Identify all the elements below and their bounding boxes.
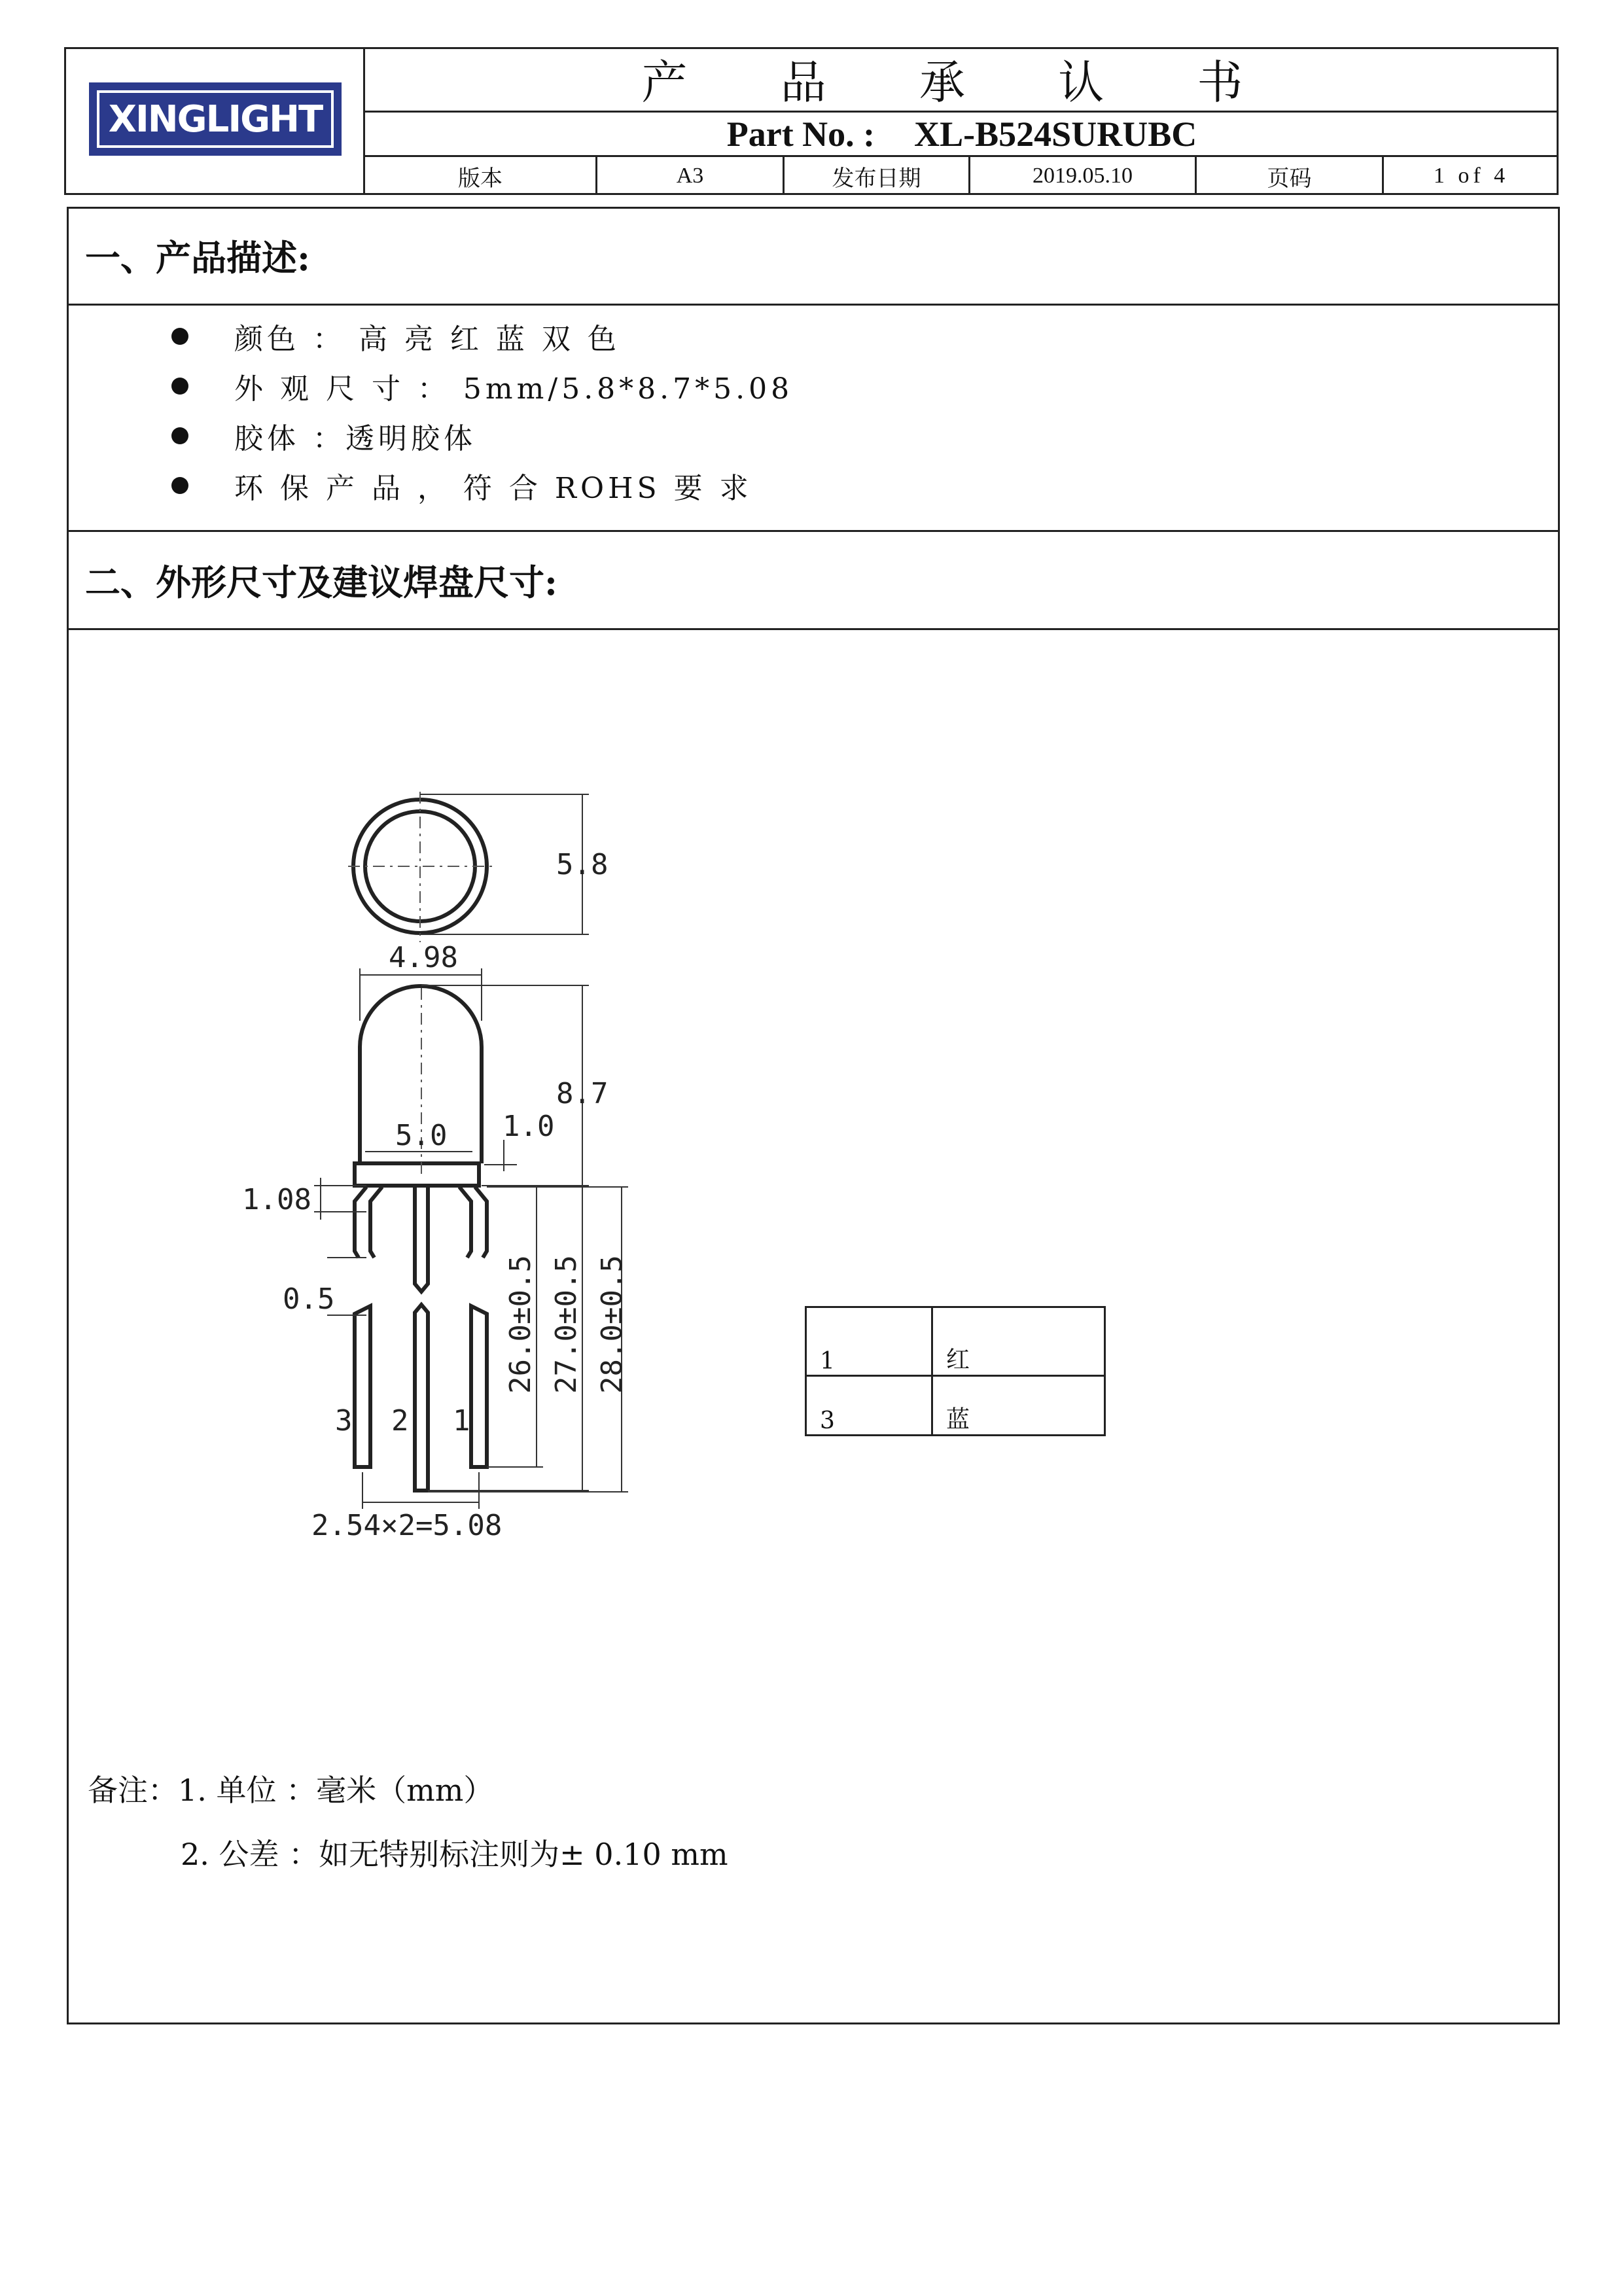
dim-top-diameter: 5.8: [556, 848, 609, 881]
list-item: 颜色 ： 高 亮 红 蓝 双 色: [171, 318, 620, 355]
dim-flange: 5.0: [395, 1119, 448, 1152]
logo-text: XINGLIGHT: [97, 90, 334, 148]
pin-cell: 1: [806, 1307, 932, 1376]
lead-3-upper: [355, 1187, 366, 1258]
document-title: 产 品 承 认 书: [365, 47, 1559, 113]
list-item: 环 保 产 品 ， 符 合 ROHS 要 求: [171, 467, 752, 504]
note-tolerance: 2. 公差 ：如无特别标注则为± 0.10 mm: [181, 1837, 728, 1872]
section-heading-description: 一、产品描述:: [85, 236, 310, 279]
table-row: [806, 1376, 1105, 1436]
lead-2-upper: [415, 1187, 428, 1292]
note-unit: 备注：1. 单位 ：毫米（mm）: [88, 1773, 494, 1808]
pin-2-label: 2: [391, 1404, 409, 1438]
dim-flange-thickness: 1.0: [503, 1110, 555, 1143]
pin-1-label: 1: [453, 1404, 470, 1438]
lead-3-lower: [355, 1306, 370, 1467]
dim-lead-26: 26.0±0.5: [504, 1255, 537, 1394]
led-flange: [355, 1163, 479, 1186]
pin-color-table: [805, 1306, 1106, 1436]
dim-pitch: 2.54×2=5.08: [311, 1509, 503, 1542]
dim-lead-27: 27.0±0.5: [550, 1255, 583, 1394]
list-item: 胶体 ：透明胶体: [171, 417, 476, 454]
part-number-value: XL-B524SURUBC: [914, 114, 1197, 154]
lead-1-upper: [475, 1187, 487, 1258]
page-label: 页码: [1195, 157, 1382, 195]
dim-lead-offset: 1.08: [242, 1183, 311, 1216]
release-date-value: 2019.05.10: [968, 157, 1195, 195]
section-heading-dimensions: 二、外形尺寸及建议焊盘尺寸:: [85, 561, 557, 603]
page-value: 1 of 4: [1382, 157, 1559, 195]
dim-width: 4.98: [389, 941, 458, 974]
lead-2-lower: [415, 1305, 428, 1491]
dim-height: 8.7: [556, 1077, 609, 1110]
list-item: 外 观 尺 寸 ： 5mm/5.8*8.7*5.08: [171, 368, 793, 404]
dim-gap: 0.5: [283, 1282, 335, 1316]
color-cell: 红: [932, 1307, 1105, 1376]
dim-lead-28: 28.0±0.5: [595, 1255, 629, 1394]
version-label: 版本: [458, 166, 503, 191]
part-number-label: Part No. :: [726, 114, 875, 154]
color-cell: 蓝: [932, 1376, 1105, 1436]
release-date-label: 发布日期: [783, 157, 968, 195]
lead-1-lower: [471, 1306, 487, 1467]
table-row: [806, 1307, 1105, 1376]
pin-3-label: 3: [335, 1404, 353, 1438]
pin-cell: 3: [806, 1376, 932, 1436]
version-value: A3: [595, 157, 783, 195]
